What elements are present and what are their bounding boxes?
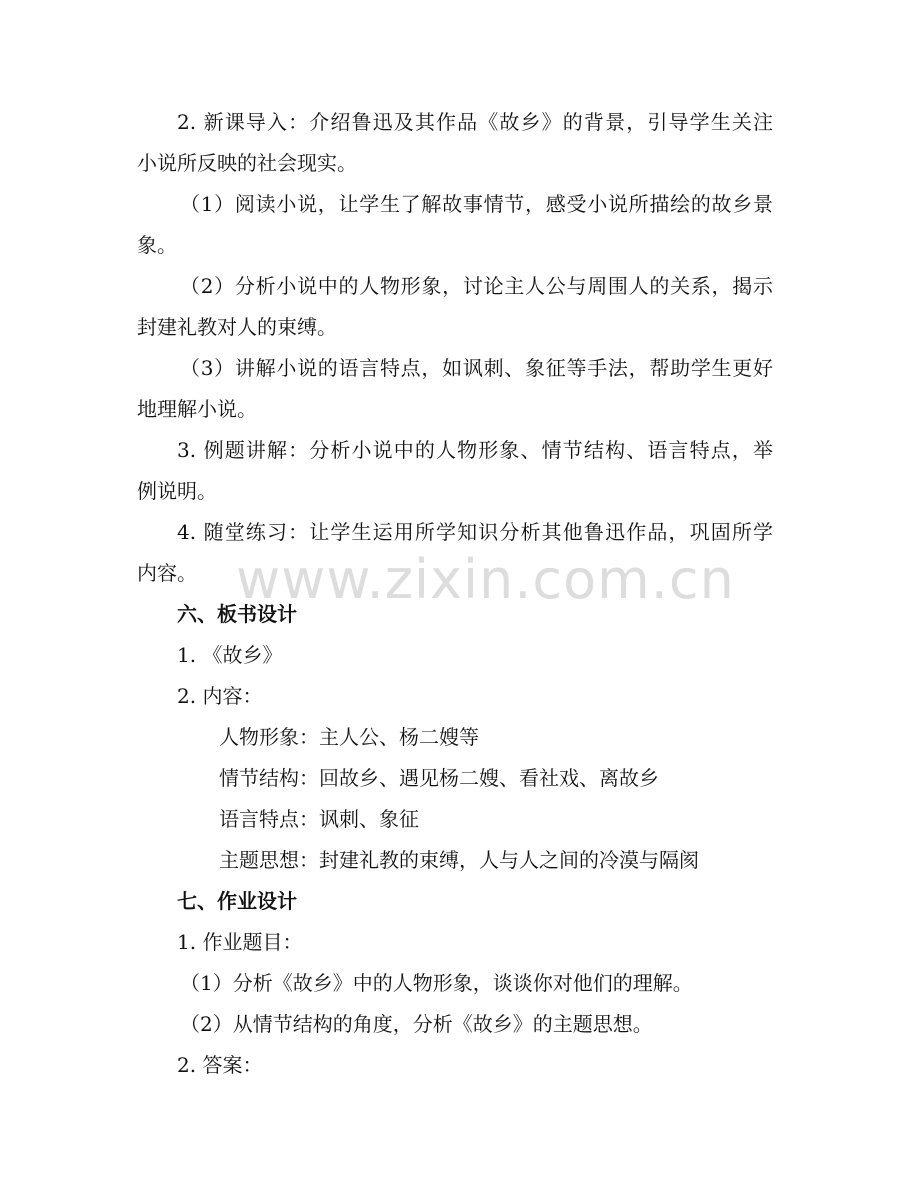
paragraph-language-line1: （3）讲解小说的语言特点，如讽刺、象征等手法，帮助学生更好: [180, 356, 773, 380]
section7-item2: 2. 答案：: [177, 1053, 263, 1077]
section6-item1: 1. 《故乡》: [177, 643, 283, 667]
section6-item2: 2. 内容：: [177, 684, 263, 708]
section6-sub-characters: 人物形象：主人公、杨二嫂等: [219, 725, 479, 749]
paragraph-new-lesson-line2: 小说所反映的社会现实。: [137, 151, 357, 175]
paragraph-practice-line1: 4. 随堂练习：让学生运用所学知识分析其他鲁迅作品，巩固所学: [177, 520, 773, 544]
paragraph-example-line2: 例说明。: [137, 479, 217, 503]
paragraph-example-line1: 3. 例题讲解：分析小说中的人物形象、情节结构、语言特点，举: [177, 438, 773, 462]
paragraph-practice-line2: 内容。: [137, 561, 197, 585]
section6-sub-plot: 情节结构：回故乡、遇见杨二嫂、看社戏、离故乡: [219, 766, 659, 790]
paragraph-analyze-line2: 封建礼教对人的束缚。: [137, 315, 337, 339]
paragraph-read-line2: 象。: [137, 233, 177, 257]
section7-question2: （2）从情节结构的角度，分析《故乡》的主题思想。: [180, 1012, 653, 1036]
watermark: www.zixin.com.cn: [236, 548, 735, 611]
paragraph-language-line2: 地理解小说。: [137, 397, 257, 421]
section6-sub-language: 语言特点：讽刺、象征: [219, 807, 419, 831]
section7-item1: 1. 作业题目：: [177, 930, 303, 954]
section6-sub-theme: 主题思想：封建礼教的束缚，人与人之间的冷漠与隔阂: [219, 848, 699, 872]
section7-heading: 七、作业设计: [177, 889, 297, 913]
section6-heading: 六、板书设计: [177, 602, 297, 626]
section7-question1: （1）分析《故乡》中的人物形象，谈谈你对他们的理解。: [180, 971, 693, 995]
paragraph-new-lesson-line1: 2. 新课导入：介绍鲁迅及其作品《故乡》的背景，引导学生关注: [177, 110, 773, 134]
paragraph-read-line1: （1）阅读小说，让学生了解故事情节，感受小说所描绘的故乡景: [180, 192, 773, 216]
paragraph-analyze-line1: （2）分析小说中的人物形象，讨论主人公与周围人的关系，揭示: [180, 274, 773, 298]
